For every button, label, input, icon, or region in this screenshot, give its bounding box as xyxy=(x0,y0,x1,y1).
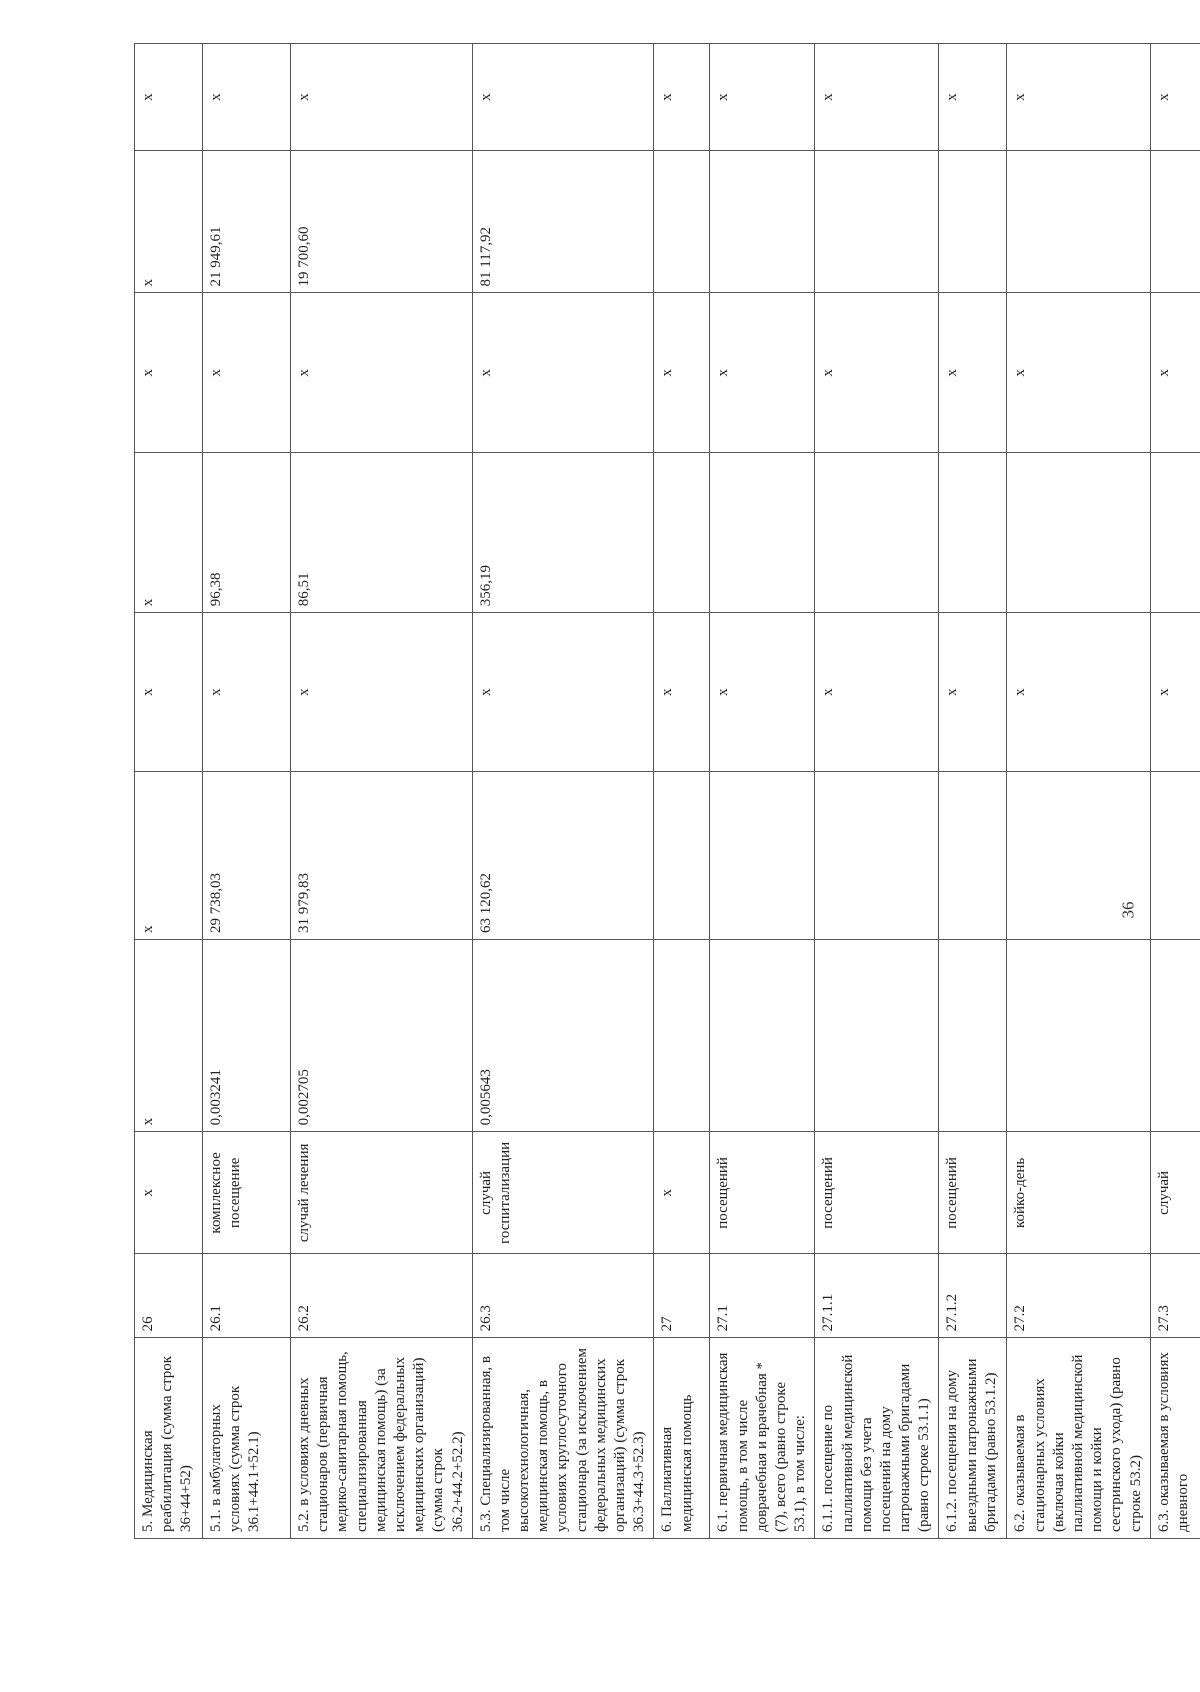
row-name: 6.1. первичная медицинская помощь, в том числе доврачебная и врачебная *(7), всего (равно строке 53.1), в том числе: xyxy=(710,1338,815,1539)
row-value-5: х xyxy=(1150,293,1200,453)
row-value-7: х xyxy=(291,44,473,151)
row-value-2: 29 738,03 xyxy=(203,771,291,939)
table-row xyxy=(654,44,710,1539)
row-value-7: х xyxy=(815,44,939,151)
row-value-3: х xyxy=(291,613,473,772)
row-number: 26.2 xyxy=(291,1254,473,1338)
row-number: 27.1.1 xyxy=(815,1254,939,1338)
row-value-6: х xyxy=(135,151,203,293)
row-value-5: х xyxy=(472,293,654,453)
row-value-3: х xyxy=(710,613,815,772)
tariff-table xyxy=(134,43,1200,1539)
row-value-6: 81 117,92 xyxy=(472,151,654,293)
row-name: 5. Медицинская реабилитация (сумма строк 36+44+52) xyxy=(135,1338,203,1539)
row-value-6 xyxy=(815,151,939,293)
row-number: 27.1 xyxy=(710,1254,815,1338)
row-name: 6.1.2. посещения на дому выездными патронажными бригадами (равно 53.1.2) xyxy=(939,1338,1007,1539)
row-unit: койко-день xyxy=(1007,1132,1150,1254)
row-value-5: х xyxy=(135,293,203,453)
row-value-7: х xyxy=(1150,44,1200,151)
row-value-2: х xyxy=(135,771,203,939)
row-value-2: 31 979,83 xyxy=(291,771,473,939)
row-value-5: х xyxy=(939,293,1007,453)
row-value-7: х xyxy=(472,44,654,151)
row-name: 5.2. в условиях дневных стационаров (первичная медико-санитарная помощь, специализированная медицинская помощь) (за исключением федеральных медицинских организаций) (сумма строк 36.2+44.2+52.2) xyxy=(291,1338,473,1539)
row-value-4: х xyxy=(135,453,203,613)
row-value-3: х xyxy=(1007,613,1150,772)
page-number: 36 xyxy=(1118,901,1138,919)
row-name: 5.1. в амбулаторных условиях (сумма строк 36.1+44.1+52.1) xyxy=(203,1338,291,1539)
row-value-5: х xyxy=(710,293,815,453)
row-value-5: х xyxy=(291,293,473,453)
row-value-3: х xyxy=(135,613,203,772)
table-row xyxy=(939,44,1007,1539)
table-row xyxy=(472,44,654,1539)
table-row xyxy=(135,44,203,1539)
row-name: 6. Паллиативная медицинская помощь xyxy=(654,1338,710,1539)
row-value-4: 356,19 xyxy=(472,453,654,613)
row-value-7: х xyxy=(939,44,1007,151)
row-value-1 xyxy=(1007,939,1150,1131)
row-name: 6.1.1. посещение по паллиативной медицинской помощи без учета посещений на дому патронажными бригадами (равно строке 53.1.1) xyxy=(815,1338,939,1539)
row-value-4 xyxy=(1150,453,1200,613)
row-number: 27.1.2 xyxy=(939,1254,1007,1338)
row-value-2 xyxy=(815,771,939,939)
row-value-3: х xyxy=(939,613,1007,772)
row-value-4: 96,38 xyxy=(203,453,291,613)
row-value-7: х xyxy=(710,44,815,151)
row-value-6 xyxy=(654,151,710,293)
row-value-4 xyxy=(939,453,1007,613)
row-unit: посещений xyxy=(710,1132,815,1254)
row-number: 26.3 xyxy=(472,1254,654,1338)
row-value-2 xyxy=(939,771,1007,939)
row-value-6: 21 949,61 xyxy=(203,151,291,293)
row-value-1: 0,002705 xyxy=(291,939,473,1131)
row-value-1 xyxy=(939,939,1007,1131)
row-value-7: х xyxy=(203,44,291,151)
row-number: 26 xyxy=(135,1254,203,1338)
row-value-4 xyxy=(654,453,710,613)
row-value-7: х xyxy=(654,44,710,151)
table-row xyxy=(815,44,939,1539)
row-value-4 xyxy=(1007,453,1150,613)
row-value-5: х xyxy=(1007,293,1150,453)
table-body xyxy=(135,44,1200,1539)
row-value-7: х xyxy=(135,44,203,151)
row-value-3: х xyxy=(472,613,654,772)
table-row xyxy=(710,44,815,1539)
row-value-2 xyxy=(1150,771,1200,939)
row-value-3: х xyxy=(654,613,710,772)
row-value-1 xyxy=(1150,939,1200,1131)
row-value-3: х xyxy=(203,613,291,772)
rotated-table-wrapper xyxy=(134,43,1191,1539)
row-value-3: х xyxy=(815,613,939,772)
row-number: 26.1 xyxy=(203,1254,291,1338)
row-value-6 xyxy=(1150,151,1200,293)
row-unit: случай xyxy=(1150,1132,1200,1254)
table-row xyxy=(203,44,291,1539)
row-value-6: 19 700,60 xyxy=(291,151,473,293)
row-number: 27 xyxy=(654,1254,710,1338)
row-value-1: 0,003241 xyxy=(203,939,291,1131)
row-value-7: х xyxy=(1007,44,1150,151)
row-unit: случай лечения xyxy=(291,1132,473,1254)
row-value-6 xyxy=(710,151,815,293)
row-value-4 xyxy=(815,453,939,613)
row-name: 6.2. оказываемая в стационарных условиях (включая койки паллиативной медицинской помощи и койки сестринского ухода) (равно строке 53.2) xyxy=(1007,1338,1150,1539)
row-value-6 xyxy=(939,151,1007,293)
row-value-2 xyxy=(654,771,710,939)
table-row xyxy=(1150,44,1200,1539)
row-value-6 xyxy=(1007,151,1150,293)
row-name: 6.3. оказываемая в условиях дневного xyxy=(1150,1338,1200,1539)
row-value-3: х xyxy=(1150,613,1200,772)
row-unit: х xyxy=(135,1132,203,1254)
row-value-1 xyxy=(654,939,710,1131)
row-number: 27.2 xyxy=(1007,1254,1150,1338)
row-value-4 xyxy=(710,453,815,613)
row-value-1: х xyxy=(135,939,203,1131)
row-unit: комплексное посещение xyxy=(203,1132,291,1254)
row-value-2 xyxy=(710,771,815,939)
row-unit: х xyxy=(654,1132,710,1254)
row-value-5: х xyxy=(815,293,939,453)
row-unit: посещений xyxy=(815,1132,939,1254)
row-value-5: х xyxy=(654,293,710,453)
row-value-1 xyxy=(710,939,815,1131)
row-number: 27.3 xyxy=(1150,1254,1200,1338)
table-row xyxy=(291,44,473,1539)
row-name: 5.3. Специализированная, в том числе высокотехнологичная, медицинская помощь, в условиях круглосуточного стационара (за исключением федеральных медицинских организаций) (сумма строк 36.3+44.3+52.3) xyxy=(472,1338,654,1539)
row-value-5: х xyxy=(203,293,291,453)
row-value-1 xyxy=(815,939,939,1131)
row-value-2: 63 120,62 xyxy=(472,771,654,939)
row-unit: случай госпитализации xyxy=(472,1132,654,1254)
table-row xyxy=(1007,44,1150,1539)
row-unit: посещений xyxy=(939,1132,1007,1254)
row-value-1: 0,005643 xyxy=(472,939,654,1131)
row-value-4: 86,51 xyxy=(291,453,473,613)
